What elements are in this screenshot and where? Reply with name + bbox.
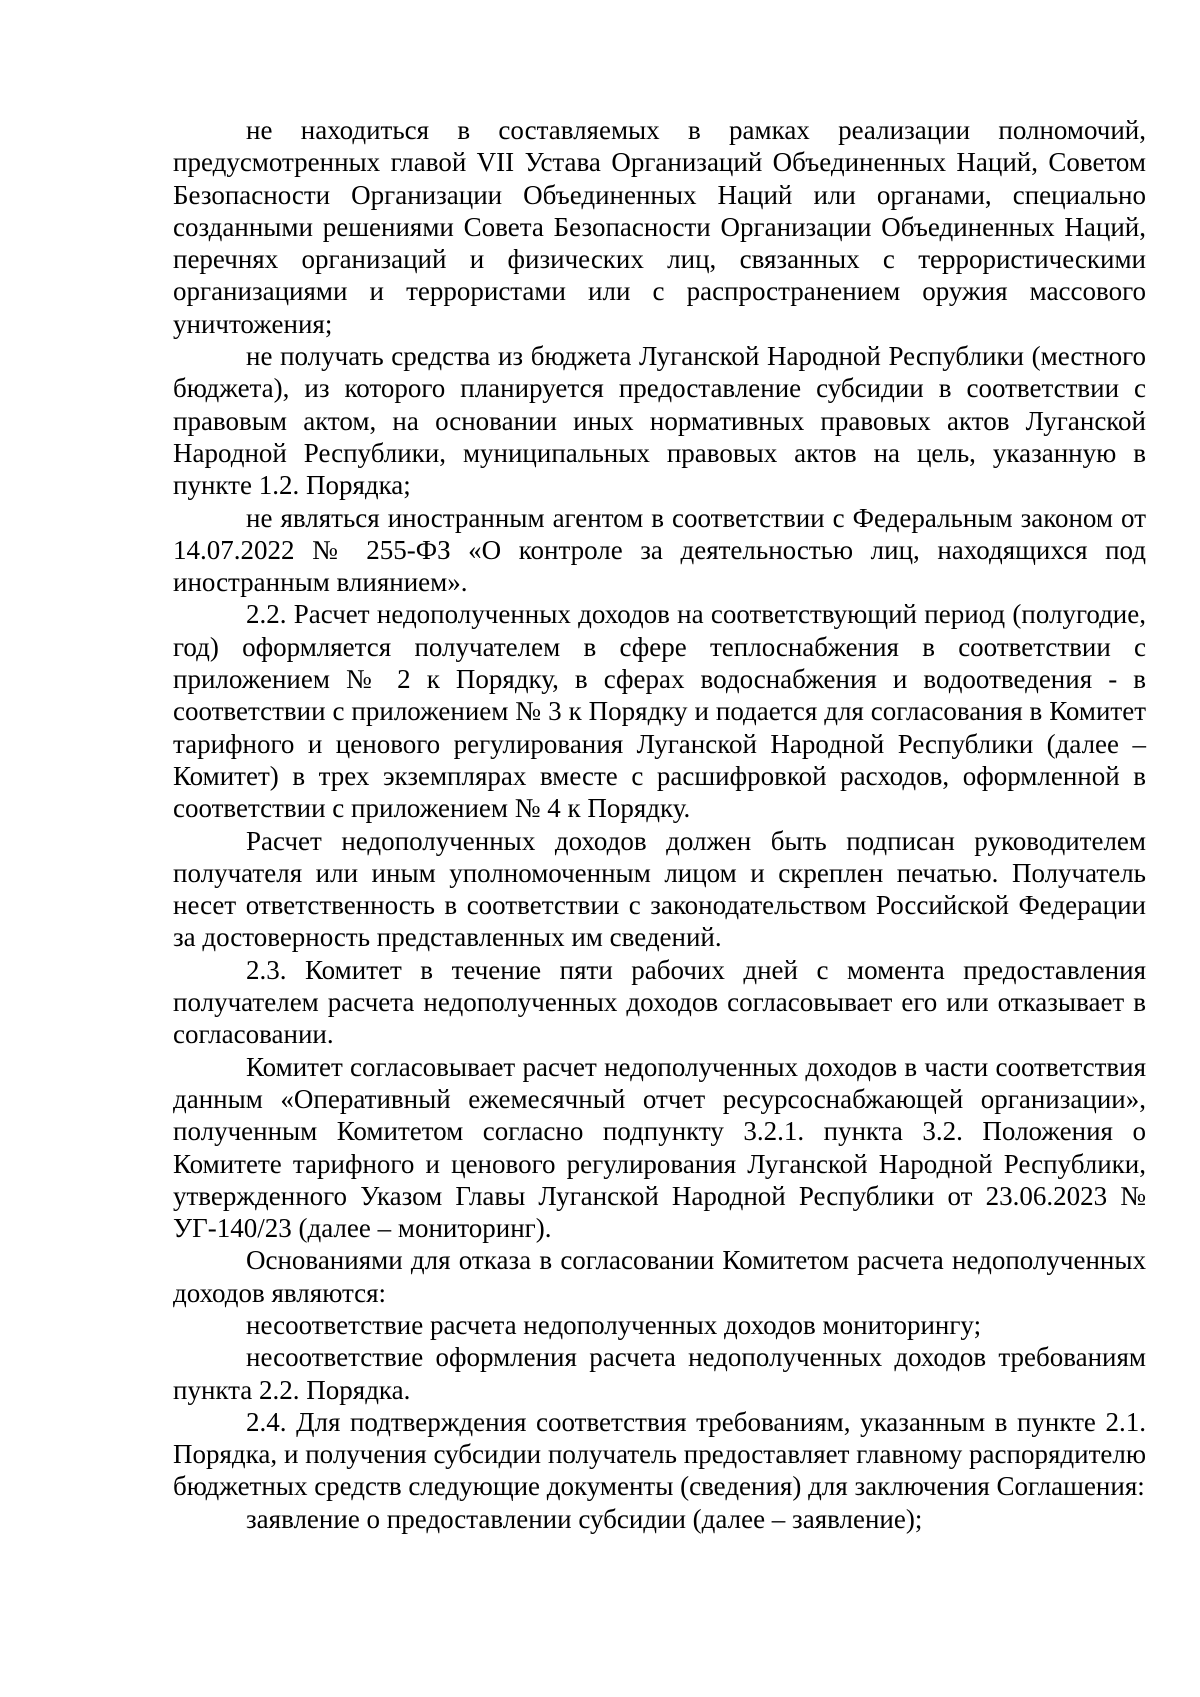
paragraph-refusal-ground-2: несоответствие оформления расчета недополученных доходов требованиям пункта 2.2. Порядка. <box>173 1342 1146 1405</box>
paragraph-refusal-ground-1: несоответствие расчета недополученных доходов мониторингу; <box>246 1309 982 1340</box>
paragraph-clause-2-4: 2.4. Для подтверждения соответствия требованиям, указанным в пункте 2.1. Порядка, и получения субсидии получатель предоставляет главному распорядителю бюджетных средств следующие документы (сведения) для заключения Соглашения: <box>173 1406 1146 1502</box>
paragraph-un-sanctions-list: не находиться в составляемых в рамках реализации полномочий, предусмотренных главой VII Устава Организаций Объединенных Наций, Советом Безопасности Организации Объединенных Наций или органами, специально созданными решениями Совета Безопасности Организации Объединенных Наций, перечнях организаций и физических лиц, связанных с террористическими организациями и террористами или с распространением оружия массового уничтожения; <box>173 115 1146 339</box>
paragraph-subsidy-application: заявление о предоставлении субсидии (далее – заявление); <box>246 1503 923 1534</box>
paragraph-clause-2-3: 2.3. Комитет в течение пяти рабочих дней с момента предоставления получателем расчета недополученных доходов согласовывает его или отказывает в согласовании. <box>173 954 1146 1050</box>
paragraph-clause-2-2: 2.2. Расчет недополученных доходов на соответствующий период (полугодие, год) оформляется получателем в сфере теплоснабжения в соответствии с приложением № 2 к Порядку, в сферах водоснабжения и водоотведения - в соответствии с приложением № 3 к Порядку и подается для согласования в Комитет тарифного и ценового регулирования Луганской Народной Республики (далее – Комитет) в трех экземплярах вместе с расшифровкой расходов, оформленной в соответствии с приложением № 4 к Порядку. <box>173 599 1146 824</box>
paragraph-not-foreign-agent: не являться иностранным агентом в соответствии с Федеральным законом от 14.07.2022 № 255-ФЗ «О контроле за деятельностью лиц, находящихся под иностранным влиянием». <box>173 502 1146 598</box>
paragraph-no-budget-funds: не получать средства из бюджета Луганской Народной Республики (местного бюджета), из которого планируется предоставление субсидии в соответствии с правовым актом, на основании иных нормативных правовых актов Луганской Народной Республики, муниципальных правовых актов на цель, указанную в пункте 1.2. Порядка; <box>173 341 1146 501</box>
paragraph-calculation-signature: Расчет недополученных доходов должен быть подписан руководителем получателя или иным уполномоченным лицом и скреплен печатью. Получатель несет ответственность в соответствии с законодательством Российской Федерации за достоверность представленных им сведений. <box>173 825 1146 953</box>
paragraph-committee-approval: Комитет согласовывает расчет недополученных доходов в части соответствия данным «Оперативный ежемесячный отчет ресурсоснабжающей организации», полученным Комитетом согласно подпункту 3.2.1. пункта 3.2. Положения о Комитете тарифного и ценового регулирования Луганской Народной Республики, утвержденного Указом Главы Луганской Народной Республики от 23.06.2023 № УГ-140/23 (далее – мониторинг). <box>173 1051 1146 1244</box>
paragraph-refusal-grounds: Основаниями для отказа в согласовании Комитетом расчета недополученных доходов являются: <box>173 1245 1146 1308</box>
document-body <box>173 114 1146 1535</box>
